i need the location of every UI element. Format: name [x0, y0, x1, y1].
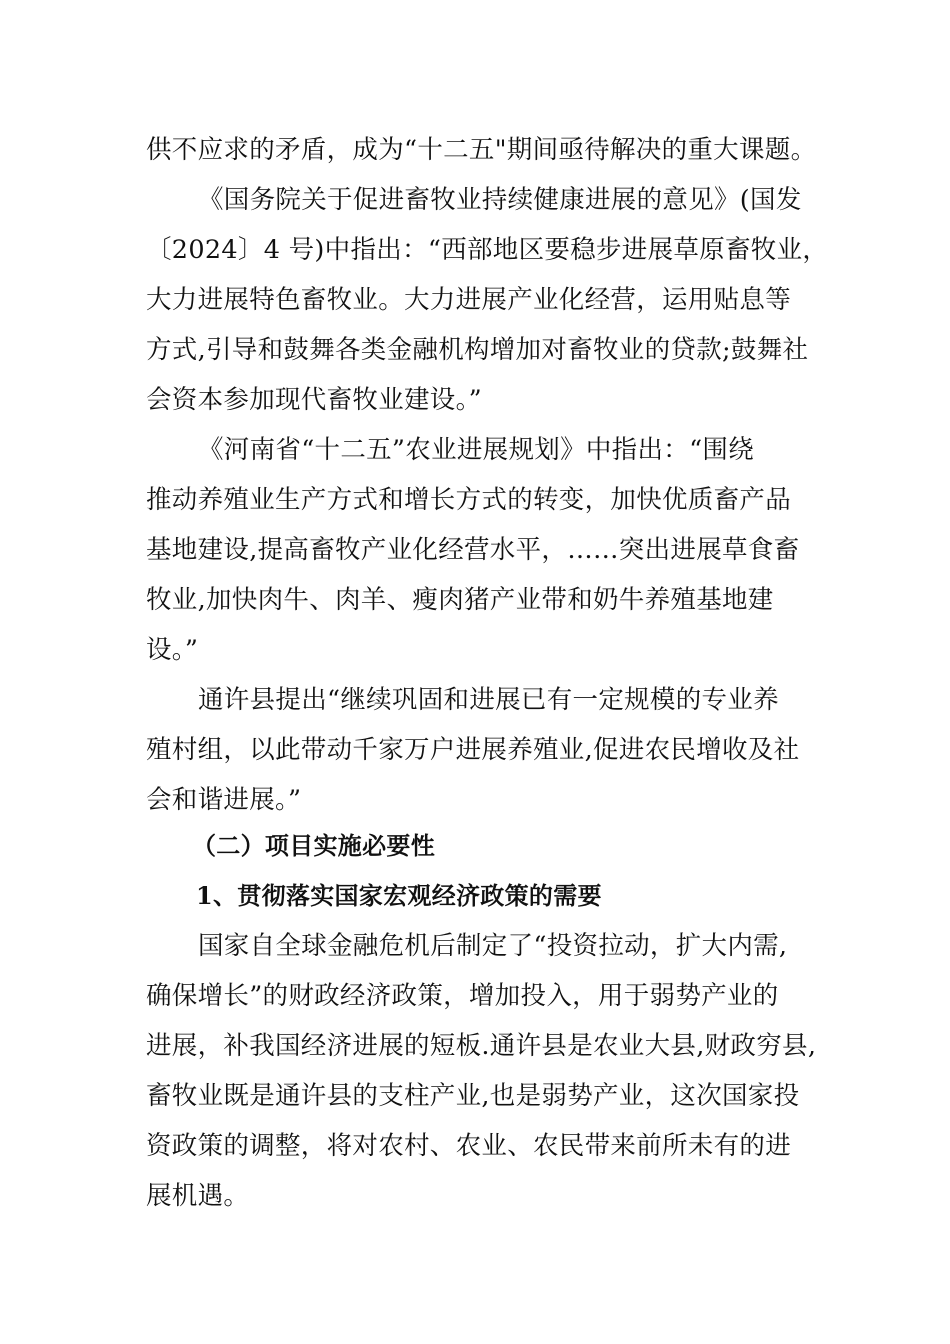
paragraph-line: 通许县提出“继续巩固和进展已有一定规模的专业养 [198, 685, 779, 715]
paragraph-line: 展机遇。 [146, 1181, 250, 1211]
paragraph-line: 国家自全球金融危机后制定了“投资拉动，扩大内需, [198, 931, 788, 961]
paragraph-line: 大力进展特色畜牧业。大力进展产业化经营，运用贴息等 [146, 285, 792, 315]
paragraph-line: 推动养殖业生产方式和增长方式的转变，加快优质畜产品 [146, 485, 792, 515]
section-heading: （二）项目实施必要性 [192, 831, 435, 860]
paragraph-line: 殖村组，以此带动千家万户进展养殖业,促进农民增收及社 [146, 735, 800, 765]
paragraph-line: 设。” [146, 635, 199, 665]
paragraph-line: 方式,引导和鼓舞各类金融机构增加对畜牧业的贷款;鼓舞社 [146, 335, 809, 365]
paragraph-line: 《国务院关于促进畜牧业持续健康进展的意见》(国发 [198, 185, 802, 215]
paragraph-line: 基地建设,提高畜牧产业化经营水平，……突出进展草食畜 [146, 535, 800, 565]
paragraph-line: 〔2024〕4 号)中指出：“西部地区要稳步进展草原畜牧业， [146, 235, 829, 265]
paragraph-line: 畜牧业既是通许县的支柱产业,也是弱势产业，这次国家投 [146, 1081, 800, 1111]
paragraph-line: 会资本参加现代畜牧业建设。” [146, 385, 482, 415]
paragraph-line: 供不应求的矛盾，成为“十二五"期间亟待解决的重大课题。 [146, 135, 817, 165]
subsection-heading: 1、贯彻落实国家宏观经济政策的需要 [196, 881, 602, 910]
paragraph-line: 确保增长”的财政经济政策，增加投入，用于弱势产业的 [146, 981, 779, 1011]
paragraph-line: 牧业,加快肉牛、肉羊、瘦肉猪产业带和奶牛养殖基地建 [146, 585, 774, 615]
paragraph-line: 进展，补我国经济进展的短板.通许县是农业大县,财政穷县, [146, 1031, 817, 1061]
paragraph-line: 《河南省“十二五”农业进展规划》中指出：“围绕 [198, 435, 755, 465]
paragraph-line: 资政策的调整，将对农村、农业、农民带来前所未有的进 [146, 1131, 792, 1161]
paragraph-line: 会和谐进展。” [146, 785, 302, 815]
